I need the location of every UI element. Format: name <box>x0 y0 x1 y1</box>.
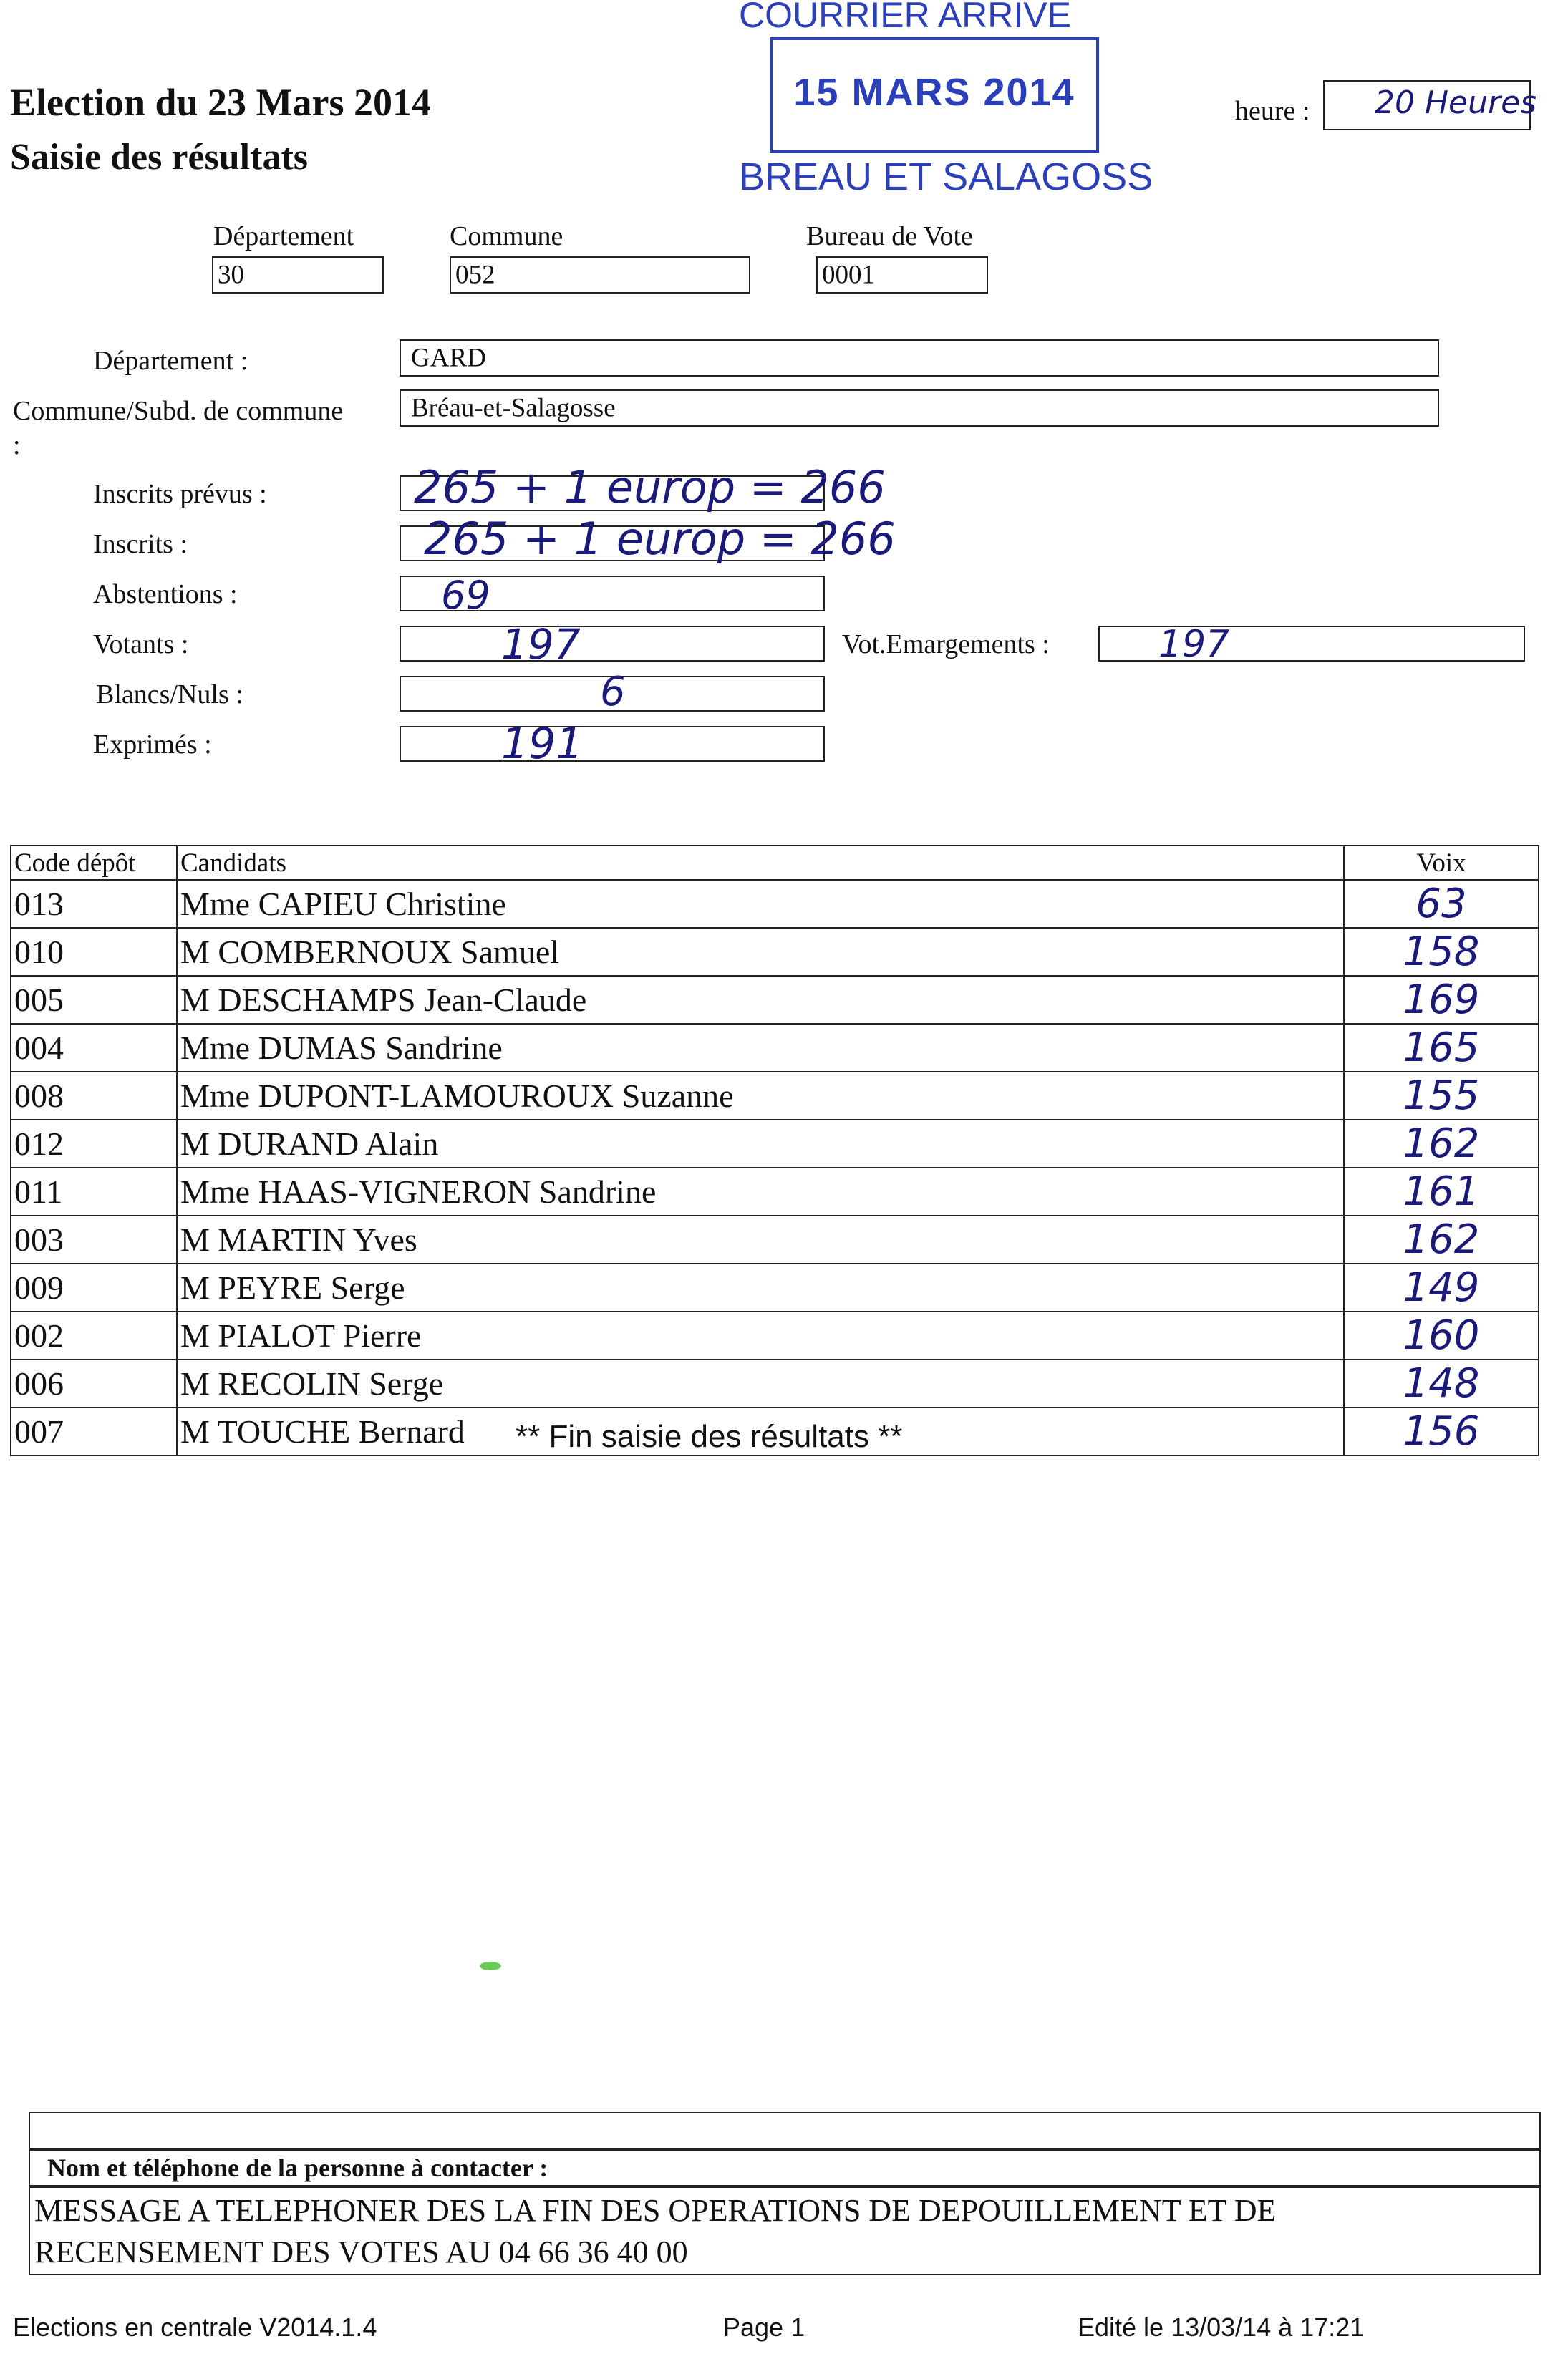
departement-name-value: GARD <box>411 343 486 373</box>
abstentions-value: 69 <box>441 573 490 618</box>
row-voix[interactable]: 162 <box>1344 1120 1539 1168</box>
footer-page: Page 1 <box>723 2312 805 2342</box>
bureau-label: Bureau de Vote <box>806 221 973 251</box>
heure-value: 20 Heures <box>1375 84 1537 121</box>
row-voix[interactable]: 160 <box>1344 1312 1539 1360</box>
footer-version: Elections en centrale V2014.1.4 <box>13 2312 377 2342</box>
row-voix[interactable]: 161 <box>1344 1168 1539 1216</box>
row-code: 009 <box>11 1264 177 1312</box>
row-candidate: Mme HAAS-VIGNERON Sandrine <box>177 1168 1344 1216</box>
table-row <box>11 976 1539 1024</box>
row-code: 012 <box>11 1120 177 1168</box>
row-code: 008 <box>11 1072 177 1120</box>
votants-field[interactable] <box>400 620 825 669</box>
emargements-value: 197 <box>1158 623 1230 666</box>
bureau-value: 0001 <box>822 260 875 290</box>
heure-label: heure : <box>1235 96 1310 126</box>
row-code: 007 <box>11 1408 177 1455</box>
row-voix[interactable]: 162 <box>1344 1216 1539 1264</box>
stamp-bottom-text: BREAU ET SALAGOSS <box>739 155 1153 198</box>
row-voix[interactable]: 63 <box>1344 880 1539 928</box>
row-voix[interactable]: 149 <box>1344 1264 1539 1312</box>
votants-value: 197 <box>501 620 581 669</box>
commune-code-value: 052 <box>455 260 495 290</box>
contact-message-line1: MESSAGE A TELEPHONER DES LA FIN DES OPERATIONS DE DEPOUILLEMENT ET DE <box>34 2193 1277 2228</box>
heure-field[interactable] <box>1323 80 1537 130</box>
emargements-label: Vot.Emargements : <box>842 629 1050 659</box>
table-row <box>11 928 1539 976</box>
departement-code-label: Département <box>213 221 354 251</box>
row-voix[interactable]: 156 <box>1344 1408 1539 1455</box>
inscrits-label: Inscrits : <box>93 529 188 559</box>
commune-code-label: Commune <box>450 221 563 251</box>
table-row <box>11 1024 1539 1072</box>
stamp-top-text: COURRIER ARRIVE <box>739 0 1071 35</box>
row-candidate: Mme DUPONT-LAMOUROUX Suzanne <box>177 1072 1344 1120</box>
row-code: 002 <box>11 1312 177 1360</box>
row-candidate: Mme CAPIEU Christine <box>177 880 1344 928</box>
row-voix[interactable]: 165 <box>1344 1024 1539 1072</box>
row-code: 011 <box>11 1168 177 1216</box>
departement-code-field[interactable] <box>212 256 384 294</box>
commune-name-colon: : <box>13 430 21 460</box>
contact-label-box <box>29 2149 1541 2186</box>
row-candidate: M COMBERNOUX Samuel <box>177 928 1344 976</box>
abstentions-label: Abstentions : <box>93 579 238 609</box>
exprimes-label: Exprimés : <box>93 730 212 760</box>
departement-code-value: 30 <box>218 260 244 290</box>
commune-code-field[interactable] <box>450 256 750 294</box>
table-row <box>11 1264 1539 1312</box>
blancs-nuls-field[interactable] <box>400 669 825 715</box>
table-row <box>11 1120 1539 1168</box>
contact-message-box <box>29 2186 1541 2275</box>
green-mark <box>480 1962 501 1970</box>
departement-name-field[interactable] <box>400 339 1439 377</box>
table-row <box>11 1312 1539 1360</box>
page-subtitle: Saisie des résultats <box>10 137 308 178</box>
commune-name-value: Bréau-et-Salagosse <box>411 393 616 423</box>
contact-message-line2: RECENSEMENT DES VOTES AU 04 66 36 40 00 <box>34 2234 688 2270</box>
table-row <box>11 880 1539 928</box>
exprimes-field[interactable] <box>400 719 825 769</box>
row-code: 006 <box>11 1360 177 1408</box>
row-code: 004 <box>11 1024 177 1072</box>
row-voix[interactable]: 148 <box>1344 1360 1539 1408</box>
bureau-field[interactable] <box>816 256 988 294</box>
end-note: ** Fin saisie des résultats ** <box>516 1419 903 1454</box>
inscrits-value: 265 + 1 europ = 266 <box>424 513 896 565</box>
row-code: 003 <box>11 1216 177 1264</box>
row-voix[interactable]: 169 <box>1344 976 1539 1024</box>
commune-name-field[interactable] <box>400 389 1439 427</box>
header-candidat: Candidats <box>177 846 1344 880</box>
row-code: 010 <box>11 928 177 976</box>
inscrits-prevus-value: 265 + 1 europ = 266 <box>414 461 886 513</box>
table-row <box>11 1072 1539 1120</box>
row-candidate: M DURAND Alain <box>177 1120 1344 1168</box>
header-voix: Voix <box>1344 846 1539 880</box>
contact-label: Nom et téléphone de la personne à contacter : <box>47 2154 548 2182</box>
blancs-nuls-value: 6 <box>600 669 626 715</box>
stamp-date: 15 MARS 2014 <box>793 71 1075 114</box>
blancs-nuls-label: Blancs/Nuls : <box>96 679 243 709</box>
results-header-row <box>11 846 1539 880</box>
results-table <box>10 845 1539 1456</box>
row-candidate: M TOUCHE Bernard <box>177 1408 1344 1455</box>
table-row <box>11 1168 1539 1216</box>
emargements-field[interactable] <box>1098 623 1525 666</box>
contact-blank-field[interactable] <box>29 2112 1541 2149</box>
exprimes-value: 191 <box>501 719 584 769</box>
abstentions-field[interactable] <box>400 573 825 618</box>
row-candidate: M DESCHAMPS Jean-Claude <box>177 976 1344 1024</box>
row-candidate: M PIALOT Pierre <box>177 1312 1344 1360</box>
page-title: Election du 23 Mars 2014 <box>10 81 431 124</box>
row-voix[interactable]: 155 <box>1344 1072 1539 1120</box>
row-candidate: Mme DUMAS Sandrine <box>177 1024 1344 1072</box>
row-voix[interactable]: 158 <box>1344 928 1539 976</box>
stamp-box <box>770 37 1099 153</box>
departement-name-label: Département : <box>93 346 248 376</box>
row-candidate: M RECOLIN Serge <box>177 1360 1344 1408</box>
row-candidate: M PEYRE Serge <box>177 1264 1344 1312</box>
row-candidate: M MARTIN Yves <box>177 1216 1344 1264</box>
header-code: Code dépôt <box>11 846 177 880</box>
table-row <box>11 1216 1539 1264</box>
table-row <box>11 1360 1539 1408</box>
votants-label: Votants : <box>93 629 189 659</box>
row-code: 013 <box>11 880 177 928</box>
footer-edited: Edité le 13/03/14 à 17:21 <box>1078 2312 1365 2342</box>
row-code: 005 <box>11 976 177 1024</box>
commune-name-label: Commune/Subd. de commune <box>13 396 344 426</box>
inscrits-prevus-label: Inscrits prévus : <box>93 479 267 509</box>
